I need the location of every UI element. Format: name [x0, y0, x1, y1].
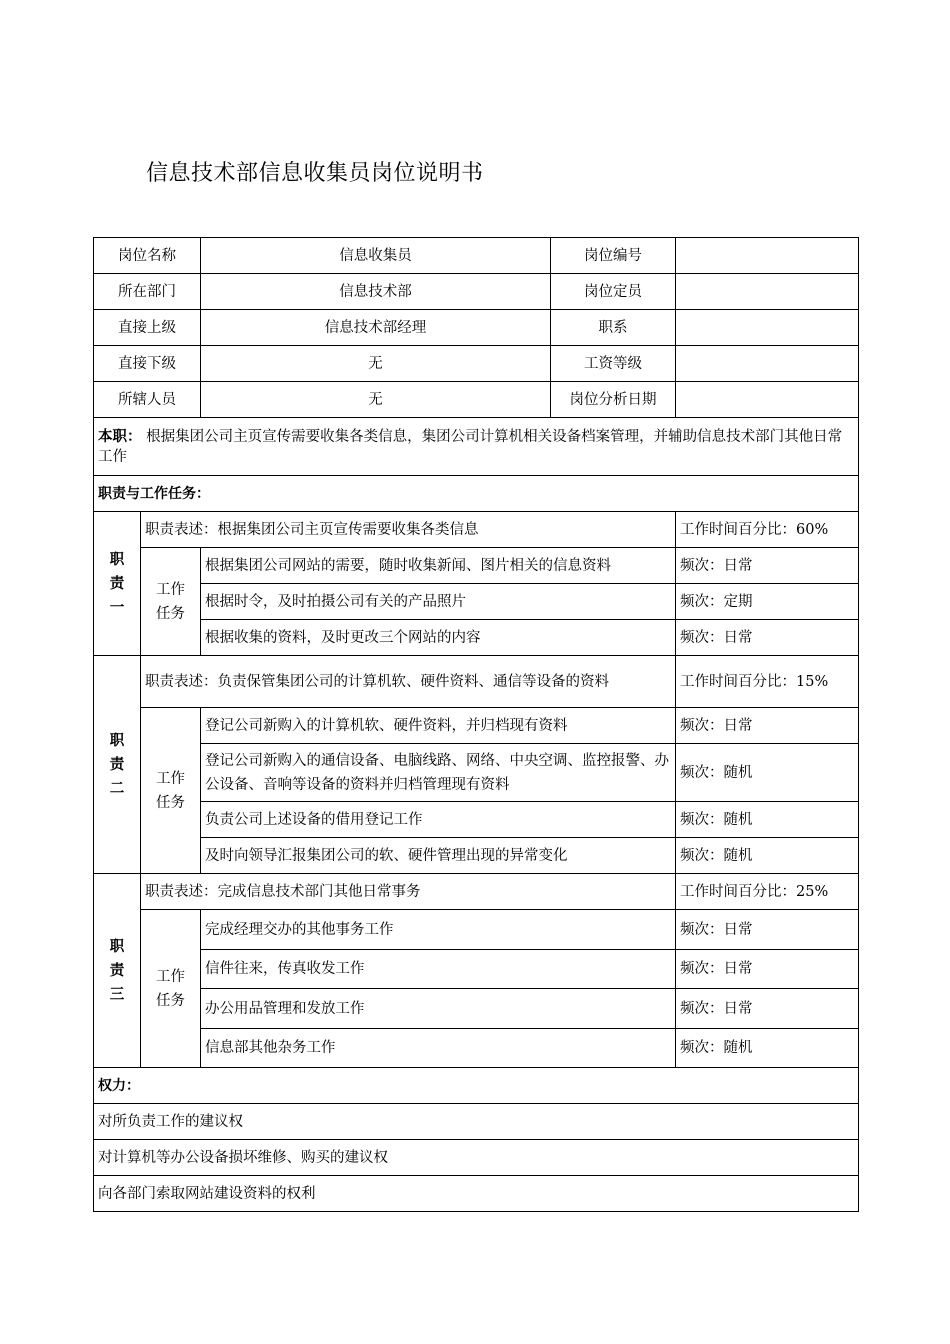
task-frequency: 频次：日常 — [676, 620, 859, 656]
task-row — [94, 802, 859, 838]
info-label: 所在部门 — [94, 274, 201, 310]
info-label: 所辖人员 — [94, 382, 201, 418]
responsibility-description-row — [94, 512, 859, 548]
info-row — [94, 310, 859, 346]
authority-item: 对计算机等办公设备损坏维修、购买的建议权 — [94, 1140, 859, 1176]
info-value — [676, 346, 859, 382]
task-frequency: 频次：随机 — [676, 838, 859, 874]
responsibility-label: 职 责 一 — [94, 512, 141, 656]
info-row — [94, 274, 859, 310]
info-value: 信息收集员 — [201, 238, 551, 274]
authority-row — [94, 1176, 859, 1212]
info-label: 直接上级 — [94, 310, 201, 346]
authority-row — [94, 1140, 859, 1176]
task-row — [94, 910, 859, 950]
task-frequency: 频次：日常 — [676, 708, 859, 744]
page-title: 信息技术部信息收集员岗位说明书 — [146, 161, 484, 186]
task-text: 根据集团公司网站的需要，随时收集新闻、图片相关的信息资料 — [201, 548, 676, 584]
info-label: 直接下级 — [94, 346, 201, 382]
responsibilities-header-row — [94, 476, 859, 512]
info-row — [94, 346, 859, 382]
responsibility-description: 职责表述：负责保管集团公司的计算机软、硬件资料、通信等设备的资料 — [141, 656, 676, 708]
task-frequency: 频次：定期 — [676, 584, 859, 620]
info-value — [676, 310, 859, 346]
responsibility-description-row — [94, 656, 859, 708]
task-row — [94, 708, 859, 744]
authority-item: 对所负责工作的建议权 — [94, 1104, 859, 1140]
info-value — [676, 382, 859, 418]
task-row — [94, 989, 859, 1029]
info-label: 岗位定员 — [551, 274, 676, 310]
task-text: 信件往来，传真收发工作 — [201, 950, 676, 989]
task-row — [94, 950, 859, 989]
authority-header: 权力： — [94, 1068, 859, 1104]
duty-text: 根据集团公司主页宣传需要收集各类信息，集团公司计算机相关设备档案管理，并辅助信息技术部门其他日常工作 — [98, 428, 843, 465]
task-text: 根据收集的资料，及时更改三个网站的内容 — [201, 620, 676, 656]
task-row — [94, 1029, 859, 1068]
authority-item: 向各部门索取网站建设资料的权利 — [94, 1176, 859, 1212]
task-label: 工作 任务 — [141, 708, 201, 874]
task-frequency: 频次：随机 — [676, 744, 859, 802]
time-percent: 工作时间百分比：60% — [676, 512, 859, 548]
task-frequency: 频次：随机 — [676, 1029, 859, 1068]
task-text: 及时向领导汇报集团公司的软、硬件管理出现的异常变化 — [201, 838, 676, 874]
task-row — [94, 584, 859, 620]
task-label: 工作 任务 — [141, 548, 201, 656]
responsibility-description: 职责表述：根据集团公司主页宣传需要收集各类信息 — [141, 512, 676, 548]
time-percent: 工作时间百分比：25% — [676, 874, 859, 910]
task-frequency: 频次：日常 — [676, 950, 859, 989]
task-row — [94, 620, 859, 656]
info-value — [676, 238, 859, 274]
task-frequency: 频次：随机 — [676, 802, 859, 838]
info-row — [94, 382, 859, 418]
info-label: 工资等级 — [551, 346, 676, 382]
task-label: 工作 任务 — [141, 910, 201, 1068]
info-value: 无 — [201, 346, 551, 382]
responsibility-label: 职 责 二 — [94, 656, 141, 874]
responsibility-label: 职 责 三 — [94, 874, 141, 1068]
task-text: 负责公司上述设备的借用登记工作 — [201, 802, 676, 838]
info-row — [94, 238, 859, 274]
duty-label: 本职： — [98, 428, 142, 445]
info-value — [676, 274, 859, 310]
task-frequency: 频次：日常 — [676, 989, 859, 1029]
job-description-table — [93, 237, 859, 1212]
task-frequency: 频次：日常 — [676, 910, 859, 950]
task-row — [94, 744, 859, 802]
responsibility-description-row — [94, 874, 859, 910]
task-text: 登记公司新购入的计算机软、硬件资料，并归档现有资料 — [201, 708, 676, 744]
time-percent: 工作时间百分比：15% — [676, 656, 859, 708]
task-text: 办公用品管理和发放工作 — [201, 989, 676, 1029]
responsibility-description: 职责表述：完成信息技术部门其他日常事务 — [141, 874, 676, 910]
task-text: 完成经理交办的其他事务工作 — [201, 910, 676, 950]
info-value: 信息技术部经理 — [201, 310, 551, 346]
task-row — [94, 548, 859, 584]
duty-cell — [94, 418, 859, 476]
task-text: 信息部其他杂务工作 — [201, 1029, 676, 1068]
duty-row — [94, 418, 859, 476]
task-row — [94, 838, 859, 874]
task-text: 登记公司新购入的通信设备、电脑线路、网络、中央空调、监控报警、办公设备、音响等设备的资料并归档管理现有资料 — [201, 744, 676, 802]
info-label: 岗位编号 — [551, 238, 676, 274]
info-label: 职系 — [551, 310, 676, 346]
authority-header-row — [94, 1068, 859, 1104]
info-value: 信息技术部 — [201, 274, 551, 310]
task-text: 根据时令，及时拍摄公司有关的产品照片 — [201, 584, 676, 620]
info-label: 岗位名称 — [94, 238, 201, 274]
authority-row — [94, 1104, 859, 1140]
info-label: 岗位分析日期 — [551, 382, 676, 418]
task-frequency: 频次：日常 — [676, 548, 859, 584]
responsibilities-header: 职责与工作任务： — [94, 476, 859, 512]
info-value: 无 — [201, 382, 551, 418]
